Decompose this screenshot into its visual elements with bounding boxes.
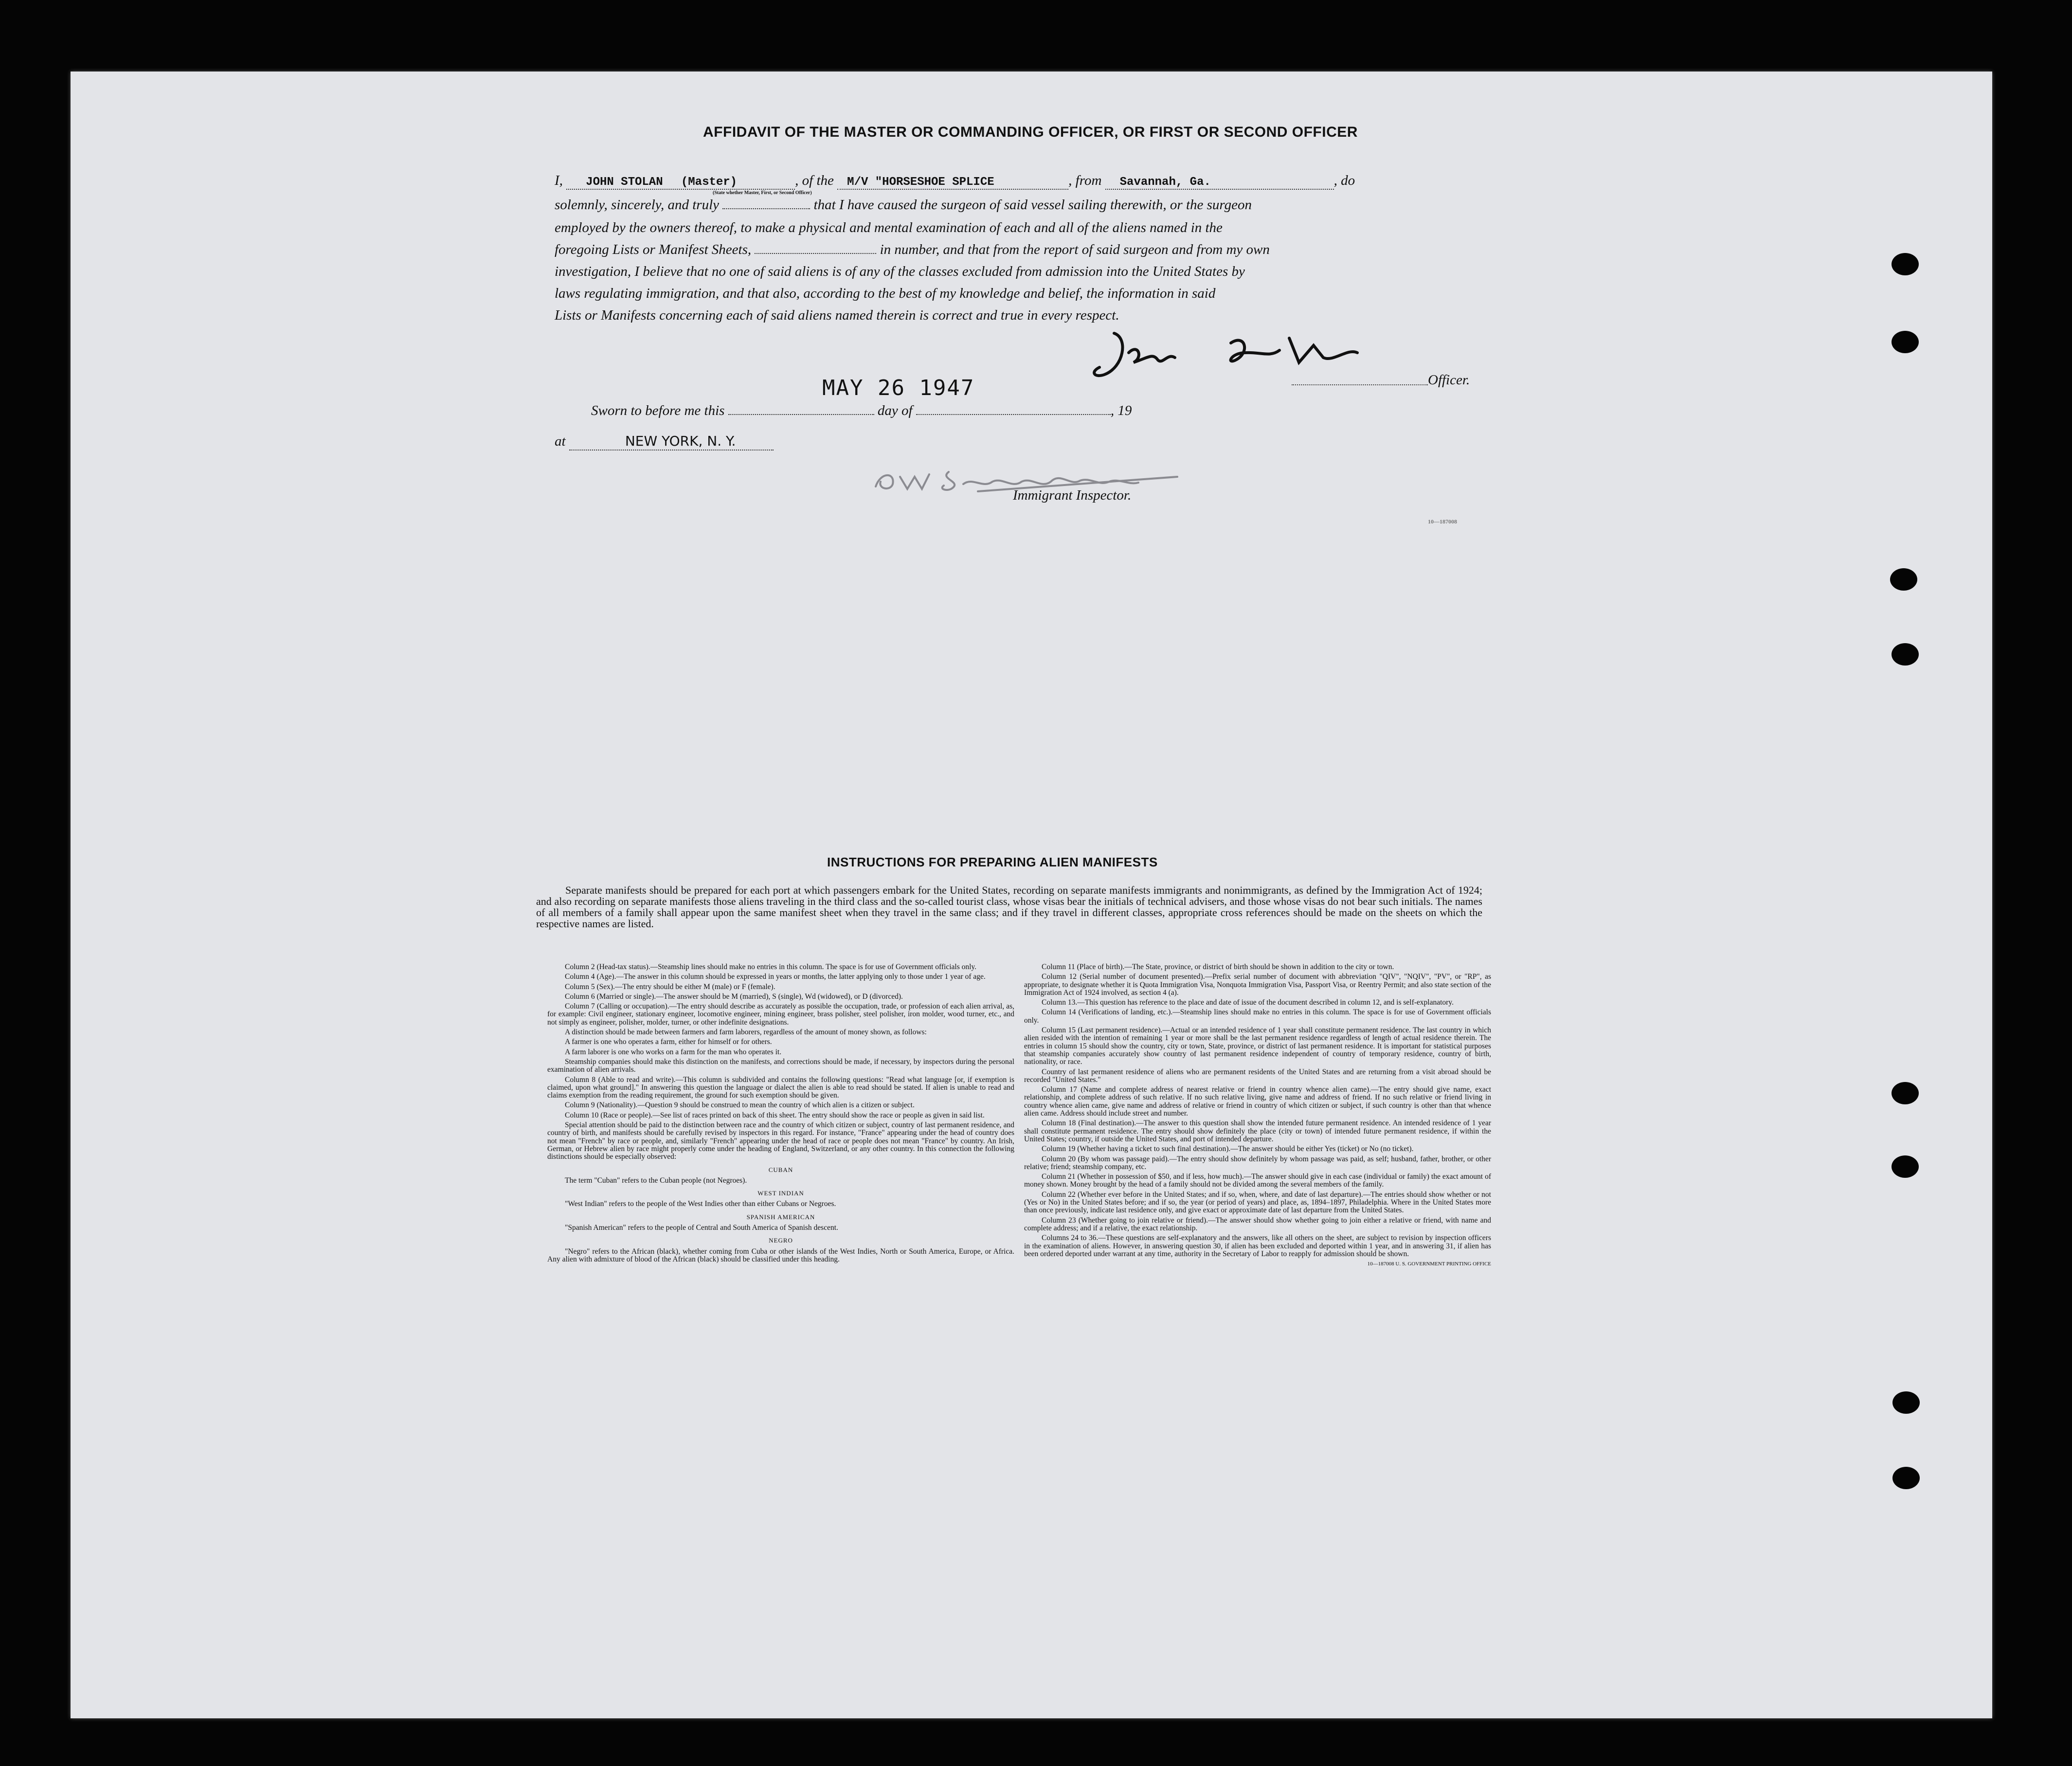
oath-blank (722, 208, 810, 209)
affidavit-line-5: investigation, I believe that no one of said aliens is of any of the classes excluded from admission into the United States by (555, 264, 1245, 279)
officer-signature (1085, 324, 1425, 392)
instruction-col-8: Column 8 (Able to read and write).—This column is subdivided and contains the following questions: "Read what language [or, if exemption is claimed, upon what ground]." In answering this question the language or dialect the alien is able to read should be stated. If alien is unable to read and claims exemption from the reading requirement, the ground for such exemption should be given. (547, 1075, 1014, 1100)
instructions-title: INSTRUCTIONS FOR PREPARING ALIEN MANIFESTS (827, 855, 1158, 869)
punch-hole (1892, 1082, 1919, 1104)
instruction-col-14: Column 14 (Verifications of landing, etc.).—Steamship lines should make no entries in this column. The space is for use of Government officials only. (1024, 1008, 1491, 1025)
distinction-heading: WEST INDIAN (757, 1189, 804, 1197)
year-prefix: , 19 (1110, 403, 1132, 418)
master-name: JOHN STOLAN (586, 176, 663, 189)
at-place: NEW YORK, N. Y. (625, 433, 736, 449)
instruction-col-22: Column 22 (Whether ever before in the United States; and if so, when, where, and date of last departure).—The entries should show whether or not (Yes or No) in the United States before; and if so, the year (or period of years) and place, as, 1894–1897, Philadelphia. Where in the United States more than once previously, indicate last residence only, and give exact or approximate date of last departure from the United States. (1024, 1190, 1491, 1215)
punch-hole (1892, 1467, 1920, 1489)
from-port: Savannah, Ga. (1119, 176, 1211, 189)
instruction-steamship-distinction: Steamship companies should make this distinction on the manifests, and corrections should be made, if necessary, by inspectors during the personal examination of alien arrivals. (547, 1057, 1014, 1074)
instruction-farm-laborer: A farm laborer is one who works on a farm for the man who operates it. (565, 1047, 782, 1056)
instruction-col-5: Column 5 (Sex).—The entry should be either M (male) or F (female). (565, 982, 775, 991)
instructions-intro: Separate manifests should be prepared for each port at which passengers embark for the United States, recording on separate manifests immigrants and nonimmigrants, as defined by the Immigration Act of 1924; and also recording on separate manifests those aliens traveling in the third class and the so-called tourist class, whose visas bear the initials of technical advisers, and those whose visas do not bear such initials. The names of all members of a family shall appear upon the same manifest sheet when they travel in the same class; and if they travel in different classes, appropriate cross references should be made on the sheets on which the respective names are listed. (536, 884, 1482, 930)
instructions-left-column (547, 963, 1014, 1265)
affidavit-line-3: employed by the owners thereof, to make a physical and mental examination of each and all of the aliens named in the (555, 220, 1223, 235)
instruction-col-17: Column 17 (Name and complete address of nearest relative or friend in country whence alien came).—The entry should give name, exact relationship, and complete address of such relative. If no such relative living, give name and address of friend. If no such relative or friend living in country whence alien came, give name and address of relative or friend in country of which citizen or subject, if such country is other than that whence alien came. Address should include street and number. (1024, 1085, 1491, 1118)
affidavit-line-4-end: in number, and that from the report of said surgeon and from my own (880, 242, 1270, 257)
affidavit-line-2 (555, 197, 1252, 213)
instruction-col-24-36: Columns 24 to 36.—These questions are self-explanatory and the answers, like all others on the sheet, are subject to revision by inspection officers in the examination of aliens. However, in answering question 30, if alien has been excluded and deported within 1 year, and in answering 31, if alien has been ordered deported under warrant at any time, authority in the Secretary of Labor to reapply for admission should be shown. (1024, 1234, 1491, 1258)
from-label: , from (1068, 173, 1102, 188)
instruction-country-residence: Country of last permanent residence of aliens who are permanent residents of the United States and are returning from a visit abroad should be recorded "United States." (1024, 1067, 1491, 1084)
affidavit-line-2-start: solemnly, sincerely, and truly (555, 197, 720, 213)
master-role: (Master) (681, 176, 738, 189)
distinction-heading: NEGRO (769, 1237, 793, 1244)
instruction-farmer: A farmer is one who operates a farm, either for himself or for others. (565, 1038, 772, 1046)
at-line (555, 433, 774, 451)
at-place-field (569, 433, 774, 451)
sworn-line (591, 403, 1132, 419)
sworn-label: Sworn to before me this (591, 403, 725, 418)
instruction-col-11: Column 11 (Place of birth).—The State, province, or district of birth should be shown in addition to the city or town. (1042, 963, 1394, 971)
affidavit-line-2-end: that I have caused the surgeon of said vessel sailing therewith, or the surgeon (813, 197, 1252, 213)
instruction-col-15: Column 15 (Last permanent residence).—Actual or an intended residence of 1 year shall constitute permanent residence. The last country in which alien resided with the intention of remaining 1 year or more shall be the last permanent residence regardless of length of actual residence therein. The entries in column 15 should show the country, city or town, State, province, or district of last permanent residence. It is important for statistical purposes that steamship companies accurately show country of last permanent residence independent of country of temporary residence, country of birth, nationality, or race. (1024, 1026, 1491, 1066)
punch-hole (1892, 1391, 1920, 1414)
instruction-col-19: Column 19 (Whether having a ticket to such final destination).—The answer should be either Yes (ticket) or No (no ticket). (1042, 1145, 1414, 1153)
role-note: (State whether Master, First, or Second Officer) (713, 190, 812, 196)
form-number: 10—187008 (1428, 518, 1457, 525)
instructions-right-column (1024, 963, 1491, 1268)
instruction-col-21: Column 21 (Whether in possession of $50, and if less, how much).—The answer should give in each case (individual or family) the exact amount of money shown. Money brought by the head of a family should not be divided among the several members of the family. (1024, 1172, 1491, 1189)
sworn-date-stamp: MAY 26 1947 (822, 376, 975, 400)
punch-hole (1892, 253, 1919, 275)
officer-label: Officer. (1428, 372, 1470, 388)
instruction-col-20: Column 20 (By whom was passage paid).—The entry should show definitely by whom passage was paid, as self; husband, father, brother, or other relative; friend; steamship company, etc. (1024, 1154, 1491, 1171)
instruction-col-18: Column 18 (Final destination).—The answer to this question shall show the intended future permanent residence. An intended residence of 1 year shall constitute permanent residence. The entry should show definitely the place (city or town) of intended future permanent residence, if within the United States; country, if outside the United States, and port of intended departure. (1024, 1119, 1491, 1143)
distinction-text: "West Indian" refers to the people of the West Indies other than either Cubans or Negroes. (565, 1200, 836, 1208)
instruction-col-13: Column 13.—This question has reference to the place and date of issue of the document described in column 12, and is self-explanatory. (1042, 998, 1454, 1007)
affidavit-line-6: laws regulating immigration, and that also, according to the best of my knowledge and belief, the information in said (555, 286, 1216, 301)
distinction-heading: CUBAN (768, 1166, 793, 1173)
affidavit-i: I, (555, 173, 563, 188)
at-label: at (555, 433, 566, 449)
instruction-col-4: Column 4 (Age).—The answer in this column should be expressed in years or months, the latter applying only to those under 1 year of age. (565, 973, 986, 981)
punch-hole (1892, 331, 1919, 353)
sworn-month-blank (916, 414, 1111, 415)
distinction-text: The term "Cuban" refers to the Cuban people (not Negroes). (565, 1176, 747, 1185)
instruction-col-12: Column 12 (Serial number of document presented).—Prefix serial number of document with abbreviation "QIV", "NQIV", "PV", or "RP", as appropriate, to designate whether it is Quota Immigration Visa, Nonquota Immigration Visa, Passport Visa, or Reentry Permit; and also state section of the Immigration Act of 1924 involved, as section 4 (a). (1024, 973, 1491, 997)
officer-signature-line (1292, 384, 1428, 385)
punch-hole (1890, 568, 1917, 591)
master-name-field (566, 173, 795, 190)
instruction-farmer-distinction: A distinction should be made between farmers and farm laborers, regardless of the amount of money shown, as follows: (565, 1028, 927, 1037)
distinction-heading: SPANISH AMERICAN (746, 1213, 815, 1221)
do-label: , do (1333, 173, 1355, 188)
officer-signature-stroke (1094, 333, 1357, 376)
affidavit-line-4-start: foregoing Lists or Manifest Sheets, (555, 242, 752, 257)
instruction-special-attention: Special attention should be paid to the distinction between race and the country of which citizen or subject, country of last permanent residence, and country of birth, and manifests should be carefully revised by inspectors in this regard. For instance, "France" appearing under the head of country does not mean "French" by race or people, and, similarly "French" appearing under the head of race or people does not mean "France" by country. An Irish, German, or Hebrew alien by race might properly come under the heading of England, Switzerland, or any other country. In this connection the following distinctions should be especially observed: (547, 1121, 1014, 1161)
number-blank (755, 253, 876, 254)
vessel-field (837, 173, 1068, 190)
punch-hole (1892, 643, 1919, 666)
vessel-name: M/V "HORSESHOE SPLICE (847, 176, 994, 189)
sworn-day-blank (728, 414, 874, 415)
affidavit-title: AFFIDAVIT OF THE MASTER OR COMMANDING OFFICER, OR FIRST OR SECOND OFFICER (703, 124, 1358, 140)
inspector-signature-text: O.W. Schumacher (871, 495, 878, 496)
instruction-col-9: Column 9 (Nationality).—Question 9 should be construed to mean the country of which alien is a citizen or subject. (565, 1101, 915, 1110)
affidavit-line-1 (555, 173, 1355, 190)
instruction-col-10: Column 10 (Race or people).—See list of races printed on back of this sheet. The entry should show the race or people as given in said list. (565, 1111, 985, 1119)
affidavit-line-7: Lists or Manifests concerning each of said aliens named therein is correct and true in every respect. (555, 307, 1119, 323)
affidavit-line-4 (555, 242, 1270, 258)
of-the-label: , of the (795, 173, 834, 188)
distinction-text: "Spanish American" refers to the people of Central and South America of Spanish descent. (565, 1224, 838, 1232)
from-port-field (1105, 173, 1334, 190)
punch-hole (1892, 1155, 1919, 1178)
instruction-col-6: Column 6 (Married or single).—The answer should be M (married), S (single), Wd (widowed), or D (divorced). (565, 992, 903, 1001)
inspector-label: Immigrant Inspector. (1013, 487, 1132, 503)
day-of-label: day of (877, 403, 913, 418)
instruction-col-7: Column 7 (Calling or occupation).—The entry should describe as accurately as possible the occupation, trade, or profession of each alien arrival, as, for example: Civil engineer, stationary engineer, locomotive engineer, mining engineer, brass polisher, steel polisher, iron molder, wood turner, etc., and not simply as engineer, polisher, molder, turner, or other indefinite designations. (547, 1002, 1014, 1027)
officer-signature-text: John Stolan (1182, 378, 1211, 383)
instruction-col-23: Column 23 (Whether going to join relative or friend).—The answer should show whether going to join either a relative or friend, with name and complete address; and if a relative, the exact relationship. (1024, 1216, 1491, 1232)
instruction-col-2: Column 2 (Head-tax status).—Steamship lines should make no entries in this column. The space is for use of Government officials only. (565, 963, 977, 971)
distinction-text: "Negro" refers to the African (black), whether coming from Cuba or other islands of the West Indies, North or South America, Europe, or Africa. Any alien with admixture of blood of the African (black) should be classified under this heading. (547, 1247, 1014, 1263)
printing-office-note: 10—187008 U. S. GOVERNMENT PRINTING OFFICE (1367, 1261, 1491, 1267)
